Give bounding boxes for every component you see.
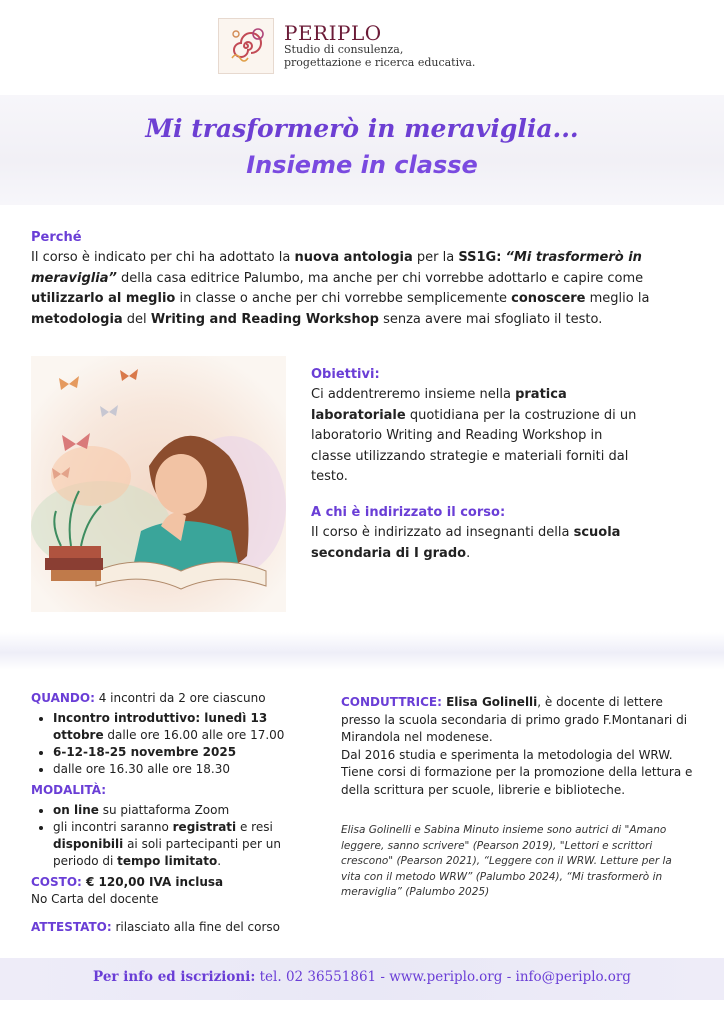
list-item: • 6-12-18-25 novembre 2025 bbox=[53, 744, 306, 761]
perche-heading: Perché bbox=[31, 230, 82, 245]
conduttrice-corsi: Tiene corsi di formazione per la promozione della lettura e della scrittura per scuole, librerie e biblioteche. bbox=[341, 765, 693, 797]
spiral-logo-icon bbox=[218, 18, 274, 74]
obiettivi-heading: Obiettivi: bbox=[311, 367, 380, 382]
list-item: • Incontro introduttivo: lunedì 13 ottobre dalle ore 16.00 alle ore 17.00 bbox=[53, 710, 306, 744]
list-item: • gli incontri saranno registrati e resi disponibili ai soli partecipanti per un periodo di tempo limitato. bbox=[53, 819, 306, 870]
chi-heading: A chi è indirizzato il corso: bbox=[311, 505, 506, 520]
costo-value: € 120,00 IVA inclusa bbox=[81, 875, 224, 889]
attestato-text: rilasciato alla fine del corso bbox=[111, 920, 280, 934]
course-info bbox=[31, 690, 306, 910]
logo-subtitle-1: Studio di consulenza, bbox=[284, 42, 404, 56]
conduttrice-wrw: Dal 2016 studia e sperimenta la metodologia del WRW. bbox=[341, 747, 673, 762]
footer-contact-info[interactable]: tel. 02 36551861 - www.periplo.org - info@periplo.org bbox=[255, 969, 631, 985]
periplo-logo bbox=[218, 18, 498, 74]
costo-label: COSTO: bbox=[31, 875, 82, 889]
perche-paragraph: Il corso è indicato per chi ha adottato la nuova antologia per la SS1G: “Mi trasformerò in meraviglia” della casa editrice Palumbo, ma anche per chi vorrebbe adottarlo e capire come utilizzarlo al meglio in classe o anche per chi vorrebbe semplicemente conoscere meglio la metodologia del Writing and Reading Workshop senza avere mai sfogliato il testo. bbox=[31, 250, 650, 327]
conduttrice-label: CONDUTTRICE: bbox=[341, 695, 442, 709]
girl-reading-illustration bbox=[31, 356, 286, 612]
obiettivi-paragraph: Ci addentreremo insieme nella pratica laboratoriale quotidiana per la costruzione di un laboratorio Writing and Reading Workshop in classe utilizzando strategie e materiali forniti dal testo. bbox=[311, 387, 637, 484]
conduttrice-block bbox=[341, 694, 693, 799]
logo-subtitle-2: progettazione e ricerca educativa. bbox=[284, 55, 476, 69]
costo-note: No Carta del docente bbox=[31, 892, 159, 906]
conduttrice-name: Elisa Golinelli bbox=[441, 695, 538, 709]
page-title: Mi trasformerò in meraviglia... bbox=[145, 114, 579, 143]
attestato-block bbox=[31, 920, 280, 934]
section-divider bbox=[0, 632, 724, 670]
quando-label: QUANDO: bbox=[31, 691, 95, 705]
attestato-label: ATTESTATO: bbox=[31, 920, 112, 934]
footer-label: Per info ed iscrizioni: bbox=[93, 969, 256, 985]
costo-block bbox=[31, 874, 306, 908]
quando-list bbox=[31, 710, 306, 778]
autrici-note: Elisa Golinelli e Sabina Minuto insieme sono autrici di "Amano leggere, sanno scrivere" (Pearson 2019), "Lettori e scrittori crescono" (Pearson 2021), “Leggere con il WRW. Letture per la vita con il metodo WRW” (Palumbo 2024), “Mi trasformerò in meraviglia” (Palumbo 2025) bbox=[341, 824, 672, 898]
modalita-block bbox=[31, 782, 306, 870]
chi-paragraph: Il corso è indirizzato ad insegnanti della scuola secondaria di I grado. bbox=[311, 525, 621, 561]
title-band bbox=[0, 95, 724, 205]
quando-text: 4 incontri da 2 ore ciascuno bbox=[94, 691, 266, 705]
conduttrice-bio: CONDUTTRICE: Elisa Golinelli, è docente di lettere presso la scuola secondaria di primo grado F.Montanari di Mirandola nel modenese. bbox=[341, 695, 688, 744]
footer-contacts bbox=[0, 969, 724, 985]
modalita-label: MODALITÀ: bbox=[31, 783, 107, 797]
modalita-list bbox=[31, 802, 306, 870]
list-item: • dalle ore 16.30 alle ore 18.30 bbox=[53, 761, 306, 778]
list-item: • on line su piattaforma Zoom bbox=[53, 802, 306, 819]
quando-block bbox=[31, 690, 306, 778]
page-subtitle: Insieme in classe bbox=[246, 151, 478, 179]
logo-name: PERIPLO bbox=[284, 20, 382, 45]
